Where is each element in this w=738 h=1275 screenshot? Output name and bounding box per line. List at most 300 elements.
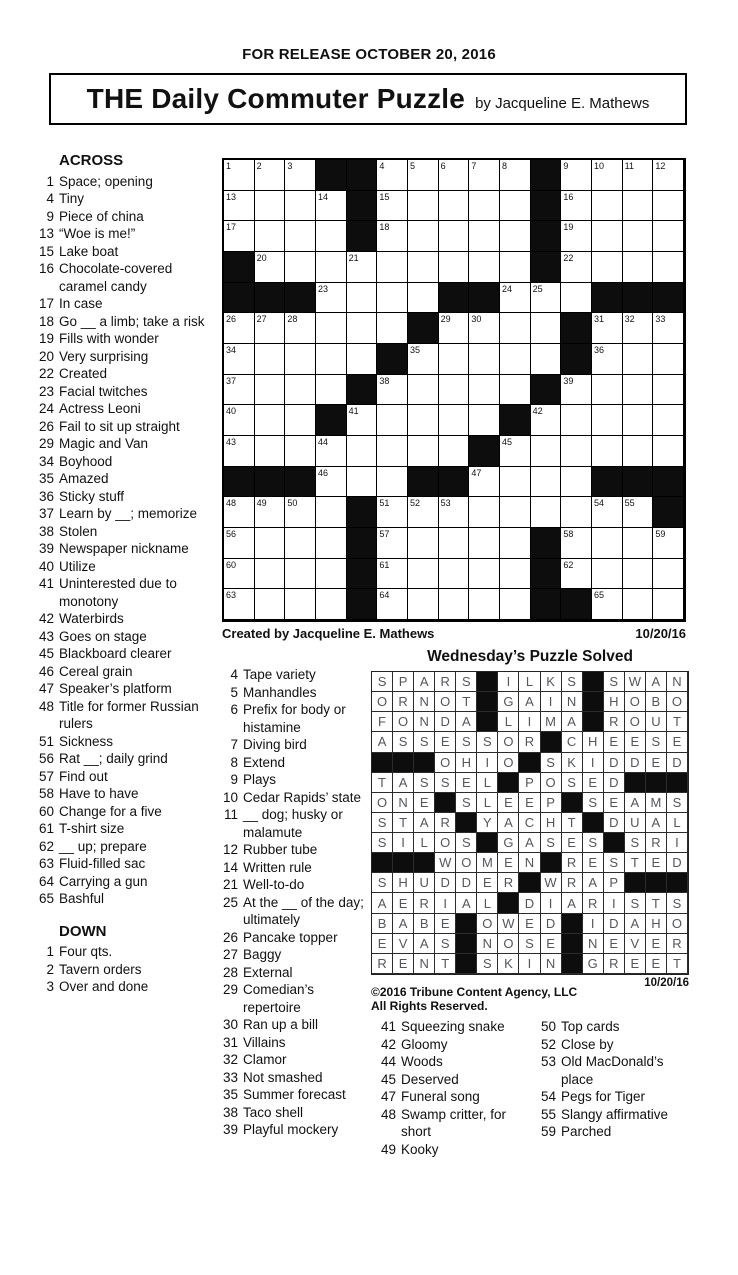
solved-cell-r2c7: G [498,692,519,712]
grid-cell-r9c2[interactable] [255,405,286,436]
grid-cell-r1c13[interactable] [592,160,623,191]
solved-cell-r6c9: O [541,773,562,793]
solved-cell-r4c8: R [519,732,540,752]
grid-cell-r12c9[interactable] [469,497,500,528]
grid-cell-r6c13[interactable] [592,313,623,344]
solved-cell-r1c15: N [667,672,688,692]
grid-cell-r7c5[interactable] [347,344,378,375]
grid-cell-r2c9[interactable] [469,191,500,222]
grid-cell-r12c6[interactable] [377,497,408,528]
grid-cell-r6c9[interactable] [469,313,500,344]
solved-cell-r14c1: E [372,934,393,954]
clue-text: Speaker’s platform [59,681,172,696]
solved-cell-r6c1: T [372,773,393,793]
black-cell [347,375,378,406]
solved-black-cell [604,833,625,853]
grid-cell-r8c9[interactable] [469,375,500,406]
solved-cell-r6c10: S [562,773,583,793]
cell-number: 55 [624,498,635,509]
grid-cell-r8c10[interactable] [500,375,531,406]
grid-cell-r13c4[interactable] [316,528,347,559]
grid-cell-r13c14[interactable] [623,528,654,559]
black-cell [285,283,316,314]
solved-cell-r2c8: A [519,692,540,712]
grid-cell-r11c6[interactable] [377,467,408,498]
grid-cell-r14c4[interactable] [316,559,347,590]
grid-cell-r1c15[interactable] [653,160,684,191]
black-cell [255,283,286,314]
grid-cell-r1c8[interactable] [439,160,470,191]
solved-cell-r6c8: P [519,773,540,793]
solved-cell-r4c14: S [646,732,667,752]
grid-cell-r14c3[interactable] [285,559,316,590]
grid-cell-r14c6[interactable] [377,559,408,590]
grid-cell-r14c12[interactable] [561,559,592,590]
grid-cell-r11c9[interactable] [469,467,500,498]
clue-number: 49 [380,1141,396,1157]
cell-number: 5 [409,161,415,171]
clue-number: 12 [222,842,238,857]
grid-cell-r11c11[interactable] [531,467,562,498]
grid-cell-r3c9[interactable] [469,221,500,252]
cell-number: 52 [409,498,420,509]
grid-cell-r14c9[interactable] [469,559,500,590]
grid-cell-r5c6[interactable] [377,283,408,314]
solved-cell-r8c12: D [604,813,625,833]
grid-cell-r9c8[interactable] [439,405,470,436]
solved-cell-r12c15: S [667,893,688,913]
clue-text: Have to have [59,786,139,801]
grid-cell-r9c14[interactable] [623,405,654,436]
clue-text: Diving bird [243,737,307,752]
cell-number: 2 [256,161,262,171]
grid-cell-r6c6[interactable] [377,313,408,344]
grid-cell-r3c6[interactable] [377,221,408,252]
clue-40 [30,558,222,576]
grid-cell-r12c1[interactable] [224,497,255,528]
grid-cell-r9c15[interactable] [653,405,684,436]
black-cell [224,467,255,498]
solved-cell-r11c7: R [498,873,519,893]
grid-cell-r13c2[interactable] [255,528,286,559]
grid-cell-r6c4[interactable] [316,313,347,344]
grid-cell-r8c1[interactable] [224,375,255,406]
grid-cell-r10c11[interactable] [531,436,562,467]
grid-cell-r5c12[interactable] [561,283,592,314]
grid-cell-r4c7[interactable] [408,252,439,283]
grid-cell-r11c10[interactable] [500,467,531,498]
cell-number: 42 [532,406,543,417]
grid-cell-r6c3[interactable] [285,313,316,344]
grid-cell-r7c13[interactable] [592,344,623,375]
grid-cell-r13c13[interactable] [592,528,623,559]
solved-cell-r3c12: R [604,712,625,732]
grid-cell-r10c14[interactable] [623,436,654,467]
grid-cell-r8c7[interactable] [408,375,439,406]
grid-cell-r15c6[interactable] [377,589,408,620]
grid-cell-r12c13[interactable] [592,497,623,528]
solved-cell-r7c8: E [519,793,540,813]
grid-cell-r1c1[interactable] [224,160,255,191]
cell-number: 15 [379,191,390,202]
grid-cell-r6c1[interactable] [224,313,255,344]
grid-cell-r8c13[interactable] [592,375,623,406]
clue-4 [30,190,222,208]
grid-cell-r4c2[interactable] [255,252,286,283]
clue-30 [214,1016,374,1034]
grid-cell-r7c14[interactable] [623,344,654,375]
clue-number: 58 [38,786,54,801]
grid-cell-r7c3[interactable] [285,344,316,375]
clue-text: Space; opening [59,173,153,189]
solved-cell-r5c6: I [477,753,498,773]
solved-cell-r7c12: E [604,793,625,813]
grid-cell-r14c13[interactable] [592,559,623,590]
clue-54 [532,1088,690,1106]
grid-cell-r1c9[interactable] [469,160,500,191]
grid-cell-r3c1[interactable] [224,221,255,252]
solved-cell-r4c12: E [604,732,625,752]
cell-number: 51 [379,498,390,509]
grid-cell-r4c10[interactable] [500,252,531,283]
solved-cell-r14c9: E [541,934,562,954]
solved-cell-r2c5: T [456,692,477,712]
grid-cell-r7c7[interactable] [408,344,439,375]
grid-cell-r8c12[interactable] [561,375,592,406]
grid-cell-r2c6[interactable] [377,191,408,222]
grid-cell-r1c10[interactable] [500,160,531,191]
clue-61 [30,820,222,838]
grid-cell-r1c7[interactable] [408,160,439,191]
solved-cell-r9c10: E [562,833,583,853]
grid-cell-r9c9[interactable] [469,405,500,436]
grid-cell-r3c15[interactable] [653,221,684,252]
solved-cell-r3c10: A [562,712,583,732]
solved-black-cell [498,893,519,913]
solved-cell-r7c1: O [372,793,393,813]
grid-cell-r9c13[interactable] [592,405,623,436]
solved-cell-r9c1: S [372,833,393,853]
grid-cell-r11c12[interactable] [561,467,592,498]
grid-cell-r8c2[interactable] [255,375,286,406]
grid-cell-r12c2[interactable] [255,497,286,528]
clue-15 [30,243,222,261]
clue-text: Manhandles [243,684,317,700]
solved-cell-r2c13: O [625,692,646,712]
grid-cell-r10c10[interactable] [500,436,531,467]
grid-cell-r2c13[interactable] [592,191,623,222]
grid-cell-r4c15[interactable] [653,252,684,283]
grid-cell-r9c12[interactable] [561,405,592,436]
grid-cell-r12c14[interactable] [623,497,654,528]
grid-cell-r6c11[interactable] [531,313,562,344]
grid-cell-r4c5[interactable] [347,252,378,283]
grid-cell-r6c5[interactable] [347,313,378,344]
grid-cell-r7c4[interactable] [316,344,347,375]
grid-cell-r6c8[interactable] [439,313,470,344]
grid-cell-r10c3[interactable] [285,436,316,467]
grid-cell-r6c15[interactable] [653,313,684,344]
grid-cell-r1c2[interactable] [255,160,286,191]
clue-23 [30,383,222,401]
clue-number: 45 [380,1071,396,1087]
solved-cell-r15c9: N [541,954,562,974]
grid-cell-r4c14[interactable] [623,252,654,283]
grid-cell-r5c5[interactable] [347,283,378,314]
grid-cell-r8c4[interactable] [316,375,347,406]
puzzle-title: THE Daily Commuter Puzzle [86,83,466,114]
grid-cell-r12c11[interactable] [531,497,562,528]
grid-cell-r9c3[interactable] [285,405,316,436]
grid-cell-r8c6[interactable] [377,375,408,406]
grid-cell-r7c8[interactable] [439,344,470,375]
clue-number: 26 [38,418,54,434]
clue-text: “Woe is me!” [59,226,136,241]
grid-cell-r2c8[interactable] [439,191,470,222]
grid-cell-r2c4[interactable] [316,191,347,222]
solved-cell-r13c1: B [372,914,393,934]
clue-number: 34 [38,453,54,469]
grid-cell-r10c2[interactable] [255,436,286,467]
grid-cell-r12c12[interactable] [561,497,592,528]
grid-cell-r7c9[interactable] [469,344,500,375]
grid-cell-r8c3[interactable] [285,375,316,406]
grid-cell-r13c9[interactable] [469,528,500,559]
grid-cell-r14c10[interactable] [500,559,531,590]
solved-cell-r5c12: D [604,753,625,773]
solved-cell-r13c7: W [498,914,519,934]
cell-number: 18 [379,222,390,233]
black-cell [653,497,684,528]
across-heading: ACROSS [59,152,124,169]
clue-text: Change for a five [59,803,162,819]
cell-number: 54 [593,498,604,509]
clue-51 [30,733,222,751]
grid-cell-r1c12[interactable] [561,160,592,191]
grid-cell-r2c10[interactable] [500,191,531,222]
grid-cell-r6c10[interactable] [500,313,531,344]
grid-cell-r13c3[interactable] [285,528,316,559]
grid-cell-r3c14[interactable] [623,221,654,252]
grid-cell-r14c2[interactable] [255,559,286,590]
solved-cell-r9c14: R [646,833,667,853]
grid-cell-r15c7[interactable] [408,589,439,620]
clue-48 [30,698,222,733]
grid-cell-r11c5[interactable] [347,467,378,498]
clue-20 [30,348,222,366]
solved-cell-r7c14: M [646,793,667,813]
grid-cell-r10c12[interactable] [561,436,592,467]
grid-cell-r12c7[interactable] [408,497,439,528]
grid-cell-r2c3[interactable] [285,191,316,222]
clue-18 [30,313,222,331]
solved-cell-r11c12: P [604,873,625,893]
grid-cell-r5c7[interactable] [408,283,439,314]
grid-cell-r4c13[interactable] [592,252,623,283]
black-cell [255,467,286,498]
grid-cell-r3c10[interactable] [500,221,531,252]
grid-cell-r15c8[interactable] [439,589,470,620]
grid-cell-r7c2[interactable] [255,344,286,375]
grid-cell-r10c7[interactable] [408,436,439,467]
grid-cell-r5c11[interactable] [531,283,562,314]
clue-number: 13 [38,226,54,241]
grid-cell-r2c12[interactable] [561,191,592,222]
clue-text: Cereal grain [59,663,133,679]
grid-cell-r8c15[interactable] [653,375,684,406]
clue-number: 26 [222,929,238,945]
grid-cell-r2c14[interactable] [623,191,654,222]
solved-cell-r12c4: I [435,893,456,913]
clue-29 [30,435,222,453]
grid-cell-r9c5[interactable] [347,405,378,436]
grid-cell-r3c4[interactable] [316,221,347,252]
grid-cell-r7c1[interactable] [224,344,255,375]
solved-black-cell [414,753,435,773]
grid-cell-r14c7[interactable] [408,559,439,590]
grid-cell-r3c12[interactable] [561,221,592,252]
grid-cell-r13c15[interactable] [653,528,684,559]
grid-cell-r13c1[interactable] [224,528,255,559]
solved-cell-r4c15: E [667,732,688,752]
clue-50 [532,1018,690,1036]
clue-text: Stolen [59,523,98,539]
grid-cell-r9c6[interactable] [377,405,408,436]
grid-cell-r10c15[interactable] [653,436,684,467]
clue-text: Prefix for body or histamine [243,702,346,735]
solved-cell-r8c9: H [541,813,562,833]
grid-cell-r13c6[interactable] [377,528,408,559]
solved-cell-r2c15: O [667,692,688,712]
grid-cell-r4c6[interactable] [377,252,408,283]
grid-cell-r1c3[interactable] [285,160,316,191]
grid-cell-r15c9[interactable] [469,589,500,620]
grid-cell-r8c14[interactable] [623,375,654,406]
grid-cell-r13c8[interactable] [439,528,470,559]
grid-cell-r9c11[interactable] [531,405,562,436]
grid-cell-r13c12[interactable] [561,528,592,559]
copyright-line-1: ©2016 Tribune Content Agency, LLC [371,985,578,999]
solved-cell-r7c13: A [625,793,646,813]
grid-cell-r9c7[interactable] [408,405,439,436]
grid-cell-r13c7[interactable] [408,528,439,559]
grid-cell-r15c2[interactable] [255,589,286,620]
grid-cell-r6c2[interactable] [255,313,286,344]
clue-25 [214,894,374,929]
grid-cell-r3c3[interactable] [285,221,316,252]
solved-cell-r3c1: F [372,712,393,732]
grid-cell-r3c7[interactable] [408,221,439,252]
clue-text: Uninterested due to monotony [59,576,177,609]
clue-62 [30,838,222,856]
grid-cell-r3c2[interactable] [255,221,286,252]
grid-cell-r15c14[interactable] [623,589,654,620]
clue-number: 47 [380,1089,396,1104]
grid-cell-r9c1[interactable] [224,405,255,436]
grid-cell-r7c10[interactable] [500,344,531,375]
solved-cell-r15c12: R [604,954,625,974]
grid-credit-line [222,626,686,641]
grid-cell-r10c6[interactable] [377,436,408,467]
grid-cell-r15c10[interactable] [500,589,531,620]
grid-cell-r10c1[interactable] [224,436,255,467]
cell-number: 20 [256,252,267,263]
grid-cell-r14c8[interactable] [439,559,470,590]
grid-cell-r15c1[interactable] [224,589,255,620]
grid-cell-r10c5[interactable] [347,436,378,467]
clue-47 [372,1088,532,1106]
solved-grid [371,671,689,975]
grid-cell-r5c10[interactable] [500,283,531,314]
grid-cell-r2c7[interactable] [408,191,439,222]
grid-cell-r10c8[interactable] [439,436,470,467]
clue-number: 20 [38,348,54,364]
grid-cell-r12c10[interactable] [500,497,531,528]
grid-cell-r15c3[interactable] [285,589,316,620]
grid-cell-r15c4[interactable] [316,589,347,620]
grid-cell-r13c10[interactable] [500,528,531,559]
solved-black-cell [562,954,583,974]
clue-text: Fail to sit up straight [59,418,180,434]
grid-cell-r14c15[interactable] [653,559,684,590]
grid-cell-r1c14[interactable] [623,160,654,191]
clue-10 [214,789,374,807]
clue-text: Comedian’s repertoire [243,982,315,1015]
solved-cell-r13c8: E [519,914,540,934]
grid-cell-r2c1[interactable] [224,191,255,222]
grid-cell-r15c15[interactable] [653,589,684,620]
solved-cell-r9c4: O [435,833,456,853]
copyright-block [371,985,671,1013]
clue-number: 18 [38,313,54,329]
black-cell [531,528,562,559]
grid-cell-r12c8[interactable] [439,497,470,528]
grid-cell-r14c1[interactable] [224,559,255,590]
grid-cell-r3c13[interactable] [592,221,623,252]
black-cell [408,467,439,498]
grid-cell-r15c13[interactable] [592,589,623,620]
grid-cell-r3c8[interactable] [439,221,470,252]
grid-cell-r7c15[interactable] [653,344,684,375]
grid-cell-r12c4[interactable] [316,497,347,528]
clue-text: Title for former Russian rulers [59,698,199,731]
grid-cell-r6c14[interactable] [623,313,654,344]
clue-60 [30,803,222,821]
grid-cell-r7c11[interactable] [531,344,562,375]
grid-cell-r4c12[interactable] [561,252,592,283]
grid-cell-r4c8[interactable] [439,252,470,283]
solved-black-cell [456,954,477,974]
solved-cell-r13c15: O [667,914,688,934]
grid-cell-r2c2[interactable] [255,191,286,222]
grid-cell-r4c3[interactable] [285,252,316,283]
solved-cell-r12c13: S [625,893,646,913]
grid-cell-r14c14[interactable] [623,559,654,590]
grid-cell-r1c6[interactable] [377,160,408,191]
grid-cell-r8c8[interactable] [439,375,470,406]
solved-cell-r4c11: H [583,732,604,752]
grid-cell-r4c4[interactable] [316,252,347,283]
grid-cell-r12c3[interactable] [285,497,316,528]
grid-cell-r11c4[interactable] [316,467,347,498]
grid-cell-r10c4[interactable] [316,436,347,467]
grid-cell-r4c9[interactable] [469,252,500,283]
solved-cell-r4c6: S [477,732,498,752]
grid-cell-r10c13[interactable] [592,436,623,467]
grid-cell-r2c15[interactable] [653,191,684,222]
grid-cell-r5c4[interactable] [316,283,347,314]
clue-number: 17 [38,296,54,311]
